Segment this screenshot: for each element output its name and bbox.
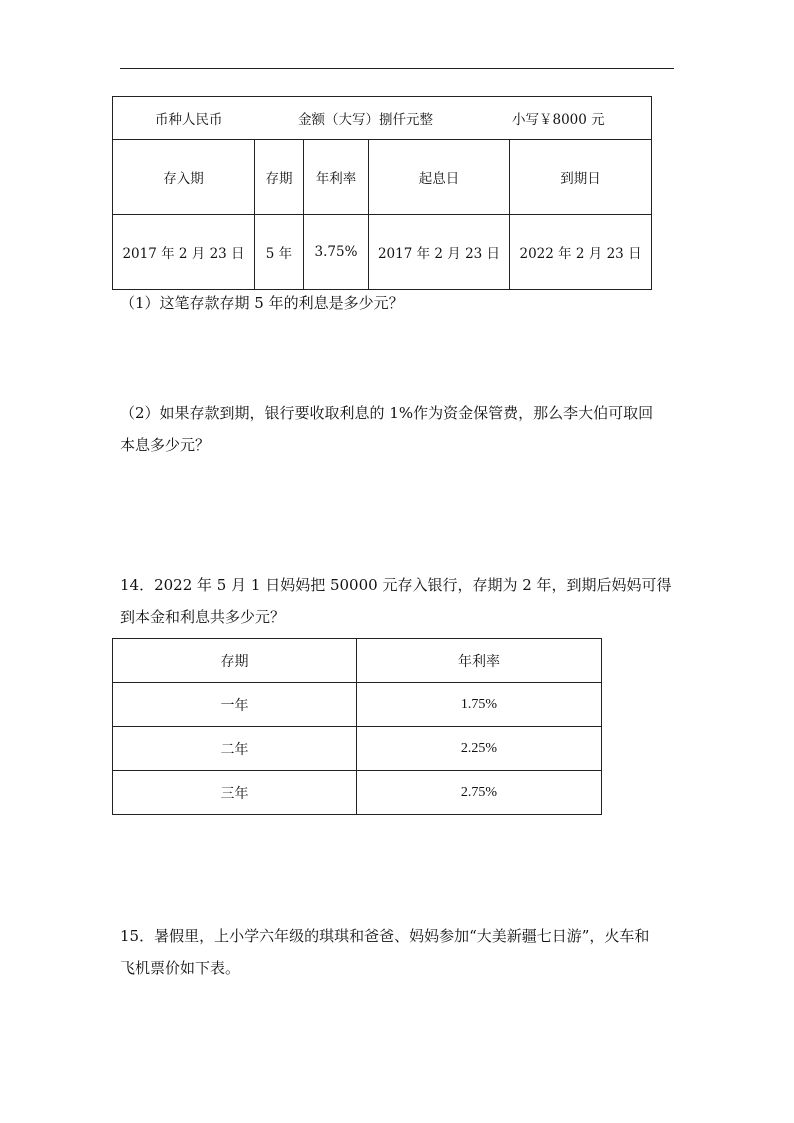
table-cell: 2022 年 2 月 23 日 xyxy=(510,215,652,290)
question-15-line1: 15．暑假里，上小学六年级的琪琪和爸爸、妈妈参加“大美新疆七日游”，火车和 xyxy=(120,927,650,945)
question-15-line2: 飞机票价如下表。 xyxy=(120,959,241,977)
table-cell: 2.25% xyxy=(357,727,602,771)
col-header: 存期 xyxy=(113,639,357,683)
amount-words: 金额（大写）捌仟元整 xyxy=(298,112,433,128)
table-cell: 2017 年 2 月 23 日 xyxy=(369,215,510,290)
deposit-slip-table xyxy=(112,96,652,290)
amount-figures: 小写￥8000 元 xyxy=(512,112,605,128)
table-row xyxy=(113,727,602,771)
table-cell: 1.75% xyxy=(357,683,602,727)
header-rule xyxy=(120,68,674,69)
col-header: 存入期 xyxy=(113,140,255,215)
table-cell: 2017 年 2 月 23 日 xyxy=(113,215,255,290)
col-header: 到期日 xyxy=(510,140,652,215)
table-cell: 3.75% xyxy=(304,215,369,290)
col-header: 年利率 xyxy=(304,140,369,215)
table-cell: 2.75% xyxy=(357,771,602,815)
currency-label: 币种人民币 xyxy=(155,112,223,128)
col-header: 年利率 xyxy=(357,639,602,683)
table-row xyxy=(113,771,602,815)
rate-table xyxy=(112,638,602,815)
table-cell: 三年 xyxy=(113,771,357,815)
table-row xyxy=(113,683,602,727)
col-header: 起息日 xyxy=(369,140,510,215)
question-13-1: （1）这笔存款存期 5 年的利息是多少元？ xyxy=(120,294,404,312)
question-14-line1: 14．2022 年 5 月 1 日妈妈把 50000 元存入银行，存期为 2 年，到期后妈妈可得 xyxy=(120,576,672,594)
table-cell: 5 年 xyxy=(255,215,304,290)
question-13-2-line2: 本息多少元？ xyxy=(120,436,211,454)
col-header: 存期 xyxy=(255,140,304,215)
table-cell: 二年 xyxy=(113,727,357,771)
question-14-line2: 到本金和利息共多少元？ xyxy=(120,608,286,626)
question-13-2-line1: （2）如果存款到期，银行要收取利息的 1%作为资金保管费，那么李大伯可取回 xyxy=(120,404,654,422)
table-cell: 一年 xyxy=(113,683,357,727)
deposit-slip-header xyxy=(113,97,652,140)
